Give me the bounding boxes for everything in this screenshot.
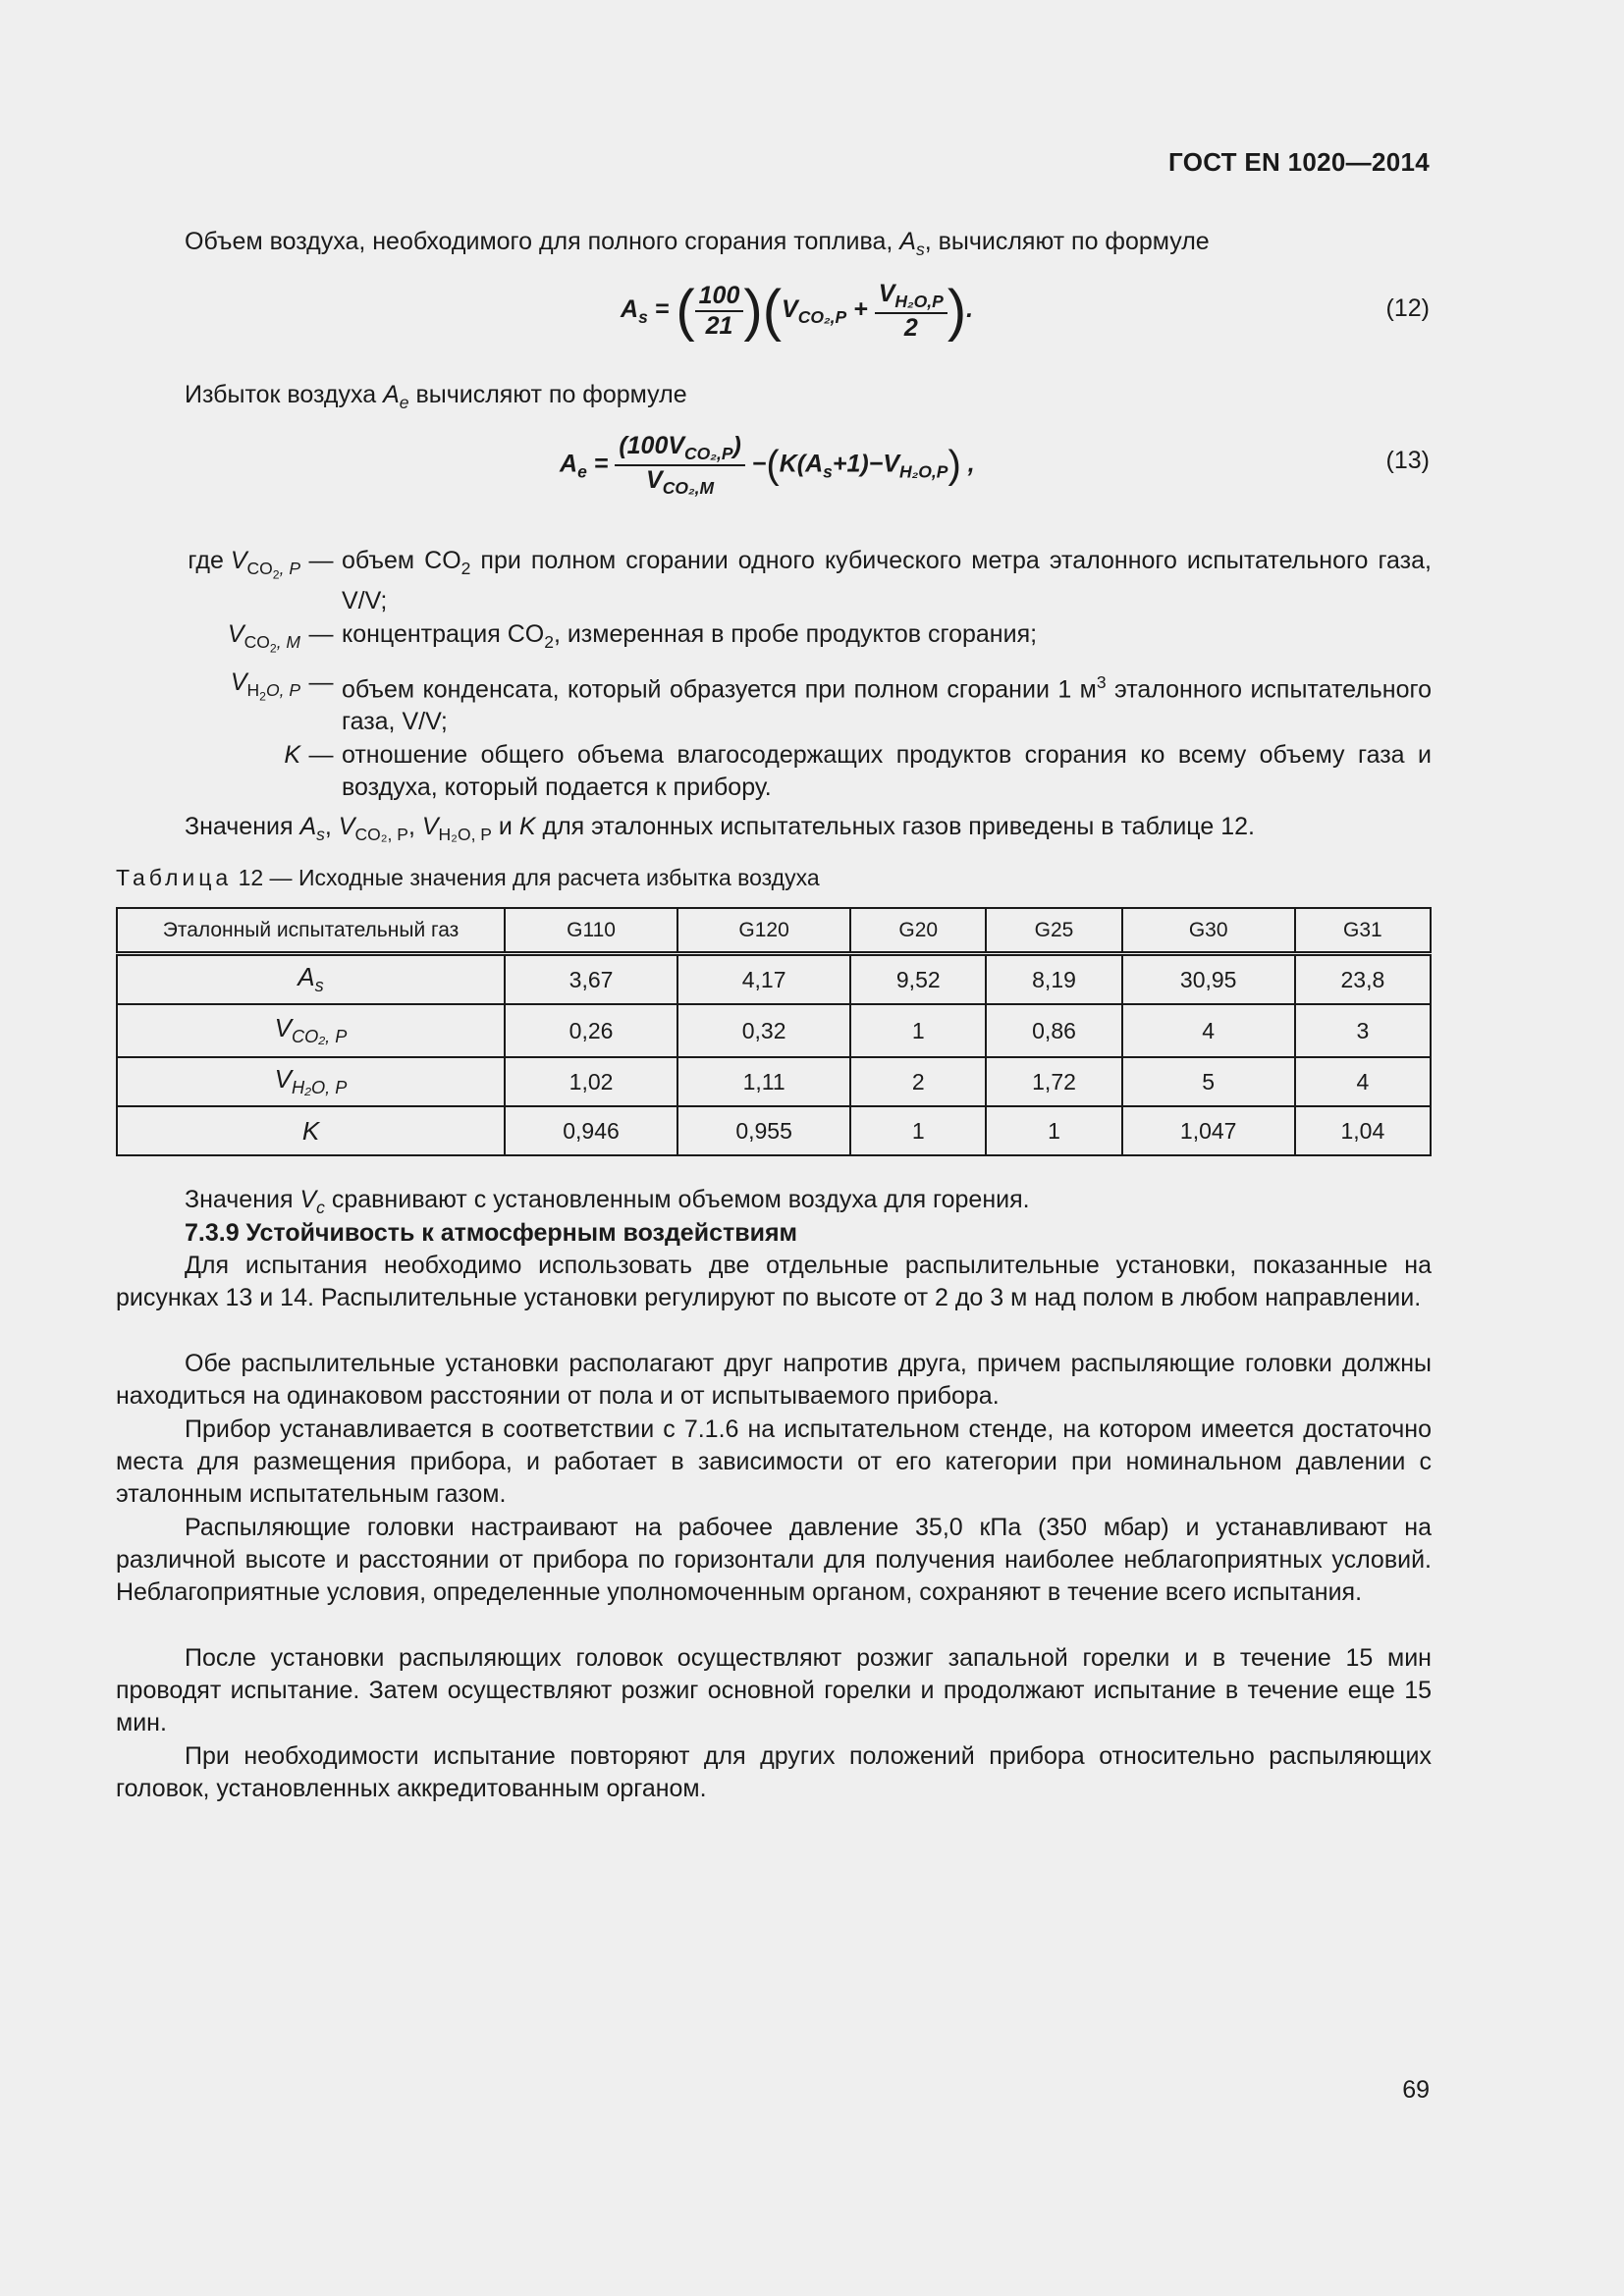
row-sub: H₂O, P — [291, 1078, 348, 1098]
table-cell: 1 — [850, 1004, 986, 1057]
section-title: 7.3.9 Устойчивость к атмосферным воздействиям — [185, 1219, 798, 1247]
excess-symbol: A — [383, 381, 400, 408]
f12-frac-num: 100 — [695, 282, 744, 312]
header-cell: G20 — [850, 908, 986, 954]
def-sub: H — [246, 679, 260, 700]
vn-d-sub: CO₂, P — [354, 825, 408, 844]
standard-header: ГОСТ EN 1020—2014 — [1168, 147, 1430, 177]
formula-12 — [621, 278, 973, 344]
table-caption — [116, 865, 820, 891]
def-text-rest: , измеренная в пробе продуктов сгорания; — [553, 620, 1038, 648]
table-cell: 1,04 — [1295, 1106, 1431, 1155]
table-cell: 5 — [1122, 1057, 1295, 1106]
f12-frac-den: 21 — [705, 311, 733, 340]
def-sub: CO — [246, 559, 273, 578]
table-cell: 9,52 — [850, 954, 986, 1005]
f12-paren-open: ( — [676, 279, 695, 343]
definition-symbol — [116, 667, 300, 738]
f12-lhs: A — [621, 295, 639, 324]
table-cell: 1,72 — [986, 1057, 1121, 1106]
f13-k-sub: s — [823, 461, 833, 482]
table-cell: 0,86 — [986, 1004, 1121, 1057]
f13-num-close: ) — [732, 432, 741, 459]
formula-13 — [560, 432, 975, 499]
table-cell: 1 — [850, 1106, 986, 1155]
header-cell: G25 — [986, 908, 1121, 954]
f13-lhs-sub: e — [577, 461, 587, 482]
definition-item — [116, 545, 1432, 617]
table-cell: 1 — [986, 1106, 1121, 1155]
table-cell: 3 — [1295, 1004, 1431, 1057]
at-c: сравнивают с установленным объемом воздуха для горения. — [324, 1186, 1030, 1213]
table-cell: 2 — [850, 1057, 986, 1106]
definition-item — [116, 739, 1432, 804]
f13-v-sub: H₂O,P — [899, 461, 948, 482]
f13-minus: − — [751, 450, 767, 478]
at-b-sub: c — [316, 1198, 325, 1217]
symbol: A — [899, 228, 916, 255]
paragraph: Для испытания необходимо использовать две отдельные распылительные установки, показанные на рисунках 13 и 14. Распылительные установки регулируют по высоте от 2 до 3 м над полом в любом направлении. — [116, 1252, 1432, 1311]
f13-num-text: (100V — [619, 432, 685, 459]
header-cell: G30 — [1122, 908, 1295, 954]
def-sym: V — [230, 547, 247, 574]
table-cell: 4 — [1295, 1057, 1431, 1106]
at-a: Значения — [185, 1186, 300, 1213]
definitions-list — [116, 545, 1432, 805]
table-cell: 0,955 — [677, 1106, 850, 1155]
f13-tail: , — [967, 450, 975, 478]
table-cell: 0,32 — [677, 1004, 850, 1057]
table-cell: 1,02 — [505, 1057, 677, 1106]
table-cell: 23,8 — [1295, 954, 1431, 1005]
vn-f: V — [421, 813, 439, 840]
table-cell: 1,047 — [1122, 1106, 1295, 1155]
row-label — [117, 1106, 505, 1155]
row-sub: s — [314, 976, 324, 996]
row-sub: CO₂, P — [291, 1027, 348, 1047]
def-text-sup: 3 — [1096, 671, 1107, 692]
caption-label: Таблица — [116, 865, 233, 890]
definition-dash: — — [308, 620, 334, 648]
definition-text — [342, 545, 1432, 617]
def-sub3: , M — [276, 632, 300, 652]
equation-number-13: (13) — [1385, 447, 1430, 474]
row-label — [117, 1004, 505, 1057]
table-cell: 3,67 — [505, 954, 677, 1005]
f13-paren-open: ( — [766, 443, 780, 487]
vn-g: и — [491, 813, 519, 840]
excess-symbol-sub: e — [399, 393, 409, 412]
intro-text: Объем воздуха, необходимого для полного сгорания топлива, — [185, 228, 900, 255]
vn-e: , — [407, 813, 422, 840]
row-sym: V — [274, 1064, 292, 1095]
vn-c: , — [324, 813, 339, 840]
def-sub2: 2 — [259, 689, 266, 703]
f12-fraction-2 — [875, 280, 947, 343]
table-row — [117, 1057, 1431, 1106]
f13-k-rest: +1)−V — [832, 450, 899, 478]
caption-text: 12 — Исходные значения для расчета избытка воздуха — [232, 865, 820, 890]
definition-dash: — — [308, 667, 334, 696]
header-cell: G110 — [505, 908, 677, 954]
def-sym: V — [227, 620, 244, 648]
symbol-sub: s — [915, 240, 925, 259]
f13-den-text: V — [646, 466, 663, 494]
vn-h: K — [518, 813, 536, 840]
row-sym: A — [298, 962, 315, 992]
where-word: где — [188, 547, 231, 574]
f13-num-sub: CO₂,P — [684, 444, 733, 463]
table-cell: 0,946 — [505, 1106, 677, 1155]
table-cell: 0,26 — [505, 1004, 677, 1057]
f12-frac2-num — [875, 280, 947, 314]
def-sub3: O, P — [265, 679, 300, 700]
definition-symbol — [116, 545, 300, 617]
paragraph: После установки распыляющих головок осуществляют розжиг запальной горелки и в течение 15 мин проводят испытание. Затем осуществляют розжиг основной горелки и продолжают испытание в течение еще 15 мин. — [116, 1644, 1432, 1736]
vn-i: для эталонных испытательных газов приведены в таблице 12. — [535, 813, 1255, 840]
table-cell: 30,95 — [1122, 954, 1295, 1005]
table-cell: 4,17 — [677, 954, 850, 1005]
definition-dash: — — [308, 740, 334, 769]
table-cell: 1,11 — [677, 1057, 850, 1106]
def-text-rest: эталонного испытательного газа, V/V; — [342, 674, 1432, 735]
f12-v2-sub: H₂O,P — [894, 291, 944, 311]
f12-paren-close: ) — [743, 279, 763, 343]
intro-excess-text: Избыток воздуха — [185, 381, 384, 408]
definition-symbol — [116, 618, 300, 666]
row-sym: K — [301, 1115, 320, 1146]
paragraph: Распыляющие головки настраивают на рабочее давление 35,0 кПа (350 мбар) и устанавливают на различной высоте и расстоянии от прибора по горизонтали для получения наиболее неблагоприятных условий. Неблагоприятные условия, определенные уполномоченным органом, сохраняют в течение всего испытания. — [116, 1514, 1432, 1606]
f12-v2: V — [878, 279, 895, 307]
definition-dash: — — [308, 547, 334, 574]
def-sub2: 2 — [272, 567, 280, 582]
definition-item — [116, 667, 1432, 738]
f13-paren-close: ) — [947, 443, 961, 487]
def-sym: V — [230, 667, 247, 696]
row-sym: V — [274, 1013, 292, 1043]
header-cell: Эталонный испытательный газ — [117, 908, 505, 954]
reference-gas-table — [116, 907, 1432, 1156]
def-text-sub: 2 — [460, 559, 471, 578]
intro-excess-after: вычисляют по формуле — [408, 381, 687, 408]
paragraph: Обе распылительные установки располагают друг напротив друга, причем распыляющие головки должны находиться на одинаковом расстоянии от пола и от испытываемого прибора. — [116, 1350, 1432, 1410]
definition-item — [116, 618, 1432, 666]
def-text-sub: 2 — [544, 632, 554, 652]
f13-num — [615, 432, 745, 466]
f12-eq: = — [654, 295, 670, 324]
def-text: концентрация CO — [342, 620, 545, 648]
f12-tail: . — [966, 295, 974, 324]
row-label — [117, 1057, 505, 1106]
table-header-row — [117, 908, 1431, 954]
header-cell: G120 — [677, 908, 850, 954]
f13-k-part: K(A — [779, 450, 824, 478]
at-b: V — [299, 1186, 317, 1213]
definition-symbol — [116, 739, 300, 804]
table-row — [117, 1106, 1431, 1155]
definition-text: отношение общего объема влагосодержащих продуктов сгорания ко всему объему газа и воздуха, который подается к прибору. — [342, 740, 1432, 801]
f12-fraction — [695, 282, 744, 341]
equation-number-12: (12) — [1385, 294, 1430, 322]
def-text: объем CO — [342, 547, 461, 574]
f12-plus: + — [853, 295, 868, 324]
excess-air-intro — [116, 379, 1432, 419]
air-volume-intro — [116, 226, 1432, 266]
f13-eq: = — [593, 450, 609, 478]
f12-v1-sub: CO₂,P — [797, 307, 847, 328]
intro-text-after: , вычисляют по формуле — [924, 228, 1210, 255]
table-cell: 4 — [1122, 1004, 1295, 1057]
f13-den — [615, 466, 745, 499]
def-sub: CO — [244, 632, 270, 652]
f12-lhs-sub: s — [638, 307, 648, 328]
vn-b: A — [299, 813, 317, 840]
f12-paren2-close: ) — [947, 279, 967, 343]
vn-d: V — [338, 813, 355, 840]
table-row — [117, 954, 1431, 1005]
definition-text — [342, 618, 1432, 666]
definition-text — [342, 667, 1432, 738]
f13-fraction — [615, 432, 745, 499]
f13-den-sub: CO₂,M — [662, 478, 715, 498]
def-text: объем конденсата, который образуется при полном сгорании 1 м — [342, 674, 1097, 703]
table-row — [117, 1004, 1431, 1057]
header-cell: G31 — [1295, 908, 1431, 954]
row-label — [117, 954, 505, 1005]
def-sub2: 2 — [269, 641, 277, 656]
paragraph: Прибор устанавливается в соответствии с 7.1.6 на испытательном стенде, на котором имеется достаточно места для размещения прибора, и работает в зависимости от его категории при номинальном давлении с эталонным испытательным газом. — [116, 1415, 1432, 1508]
values-note — [116, 811, 1432, 851]
vn-a: Значения — [185, 813, 300, 840]
f13-lhs: A — [560, 450, 578, 478]
f12-paren2-open: ( — [762, 279, 783, 343]
def-text-rest: при полном сгорании одного кубического метра эталонного испытательного газа, V/V; — [342, 547, 1432, 614]
table-cell: 8,19 — [986, 954, 1121, 1005]
vn-b-sub: s — [316, 825, 325, 844]
f12-frac2-den: 2 — [903, 313, 918, 342]
f12-v1: V — [782, 295, 798, 324]
vn-f-sub: H₂O, P — [438, 825, 492, 844]
def-sub3: , P — [279, 559, 300, 578]
def-sym: K — [284, 740, 300, 769]
paragraph: При необходимости испытание повторяют для других положений прибора относительно распыляющих головок, установленных аккредитованным органом. — [116, 1742, 1432, 1802]
page-number: 69 — [1402, 2076, 1430, 2104]
